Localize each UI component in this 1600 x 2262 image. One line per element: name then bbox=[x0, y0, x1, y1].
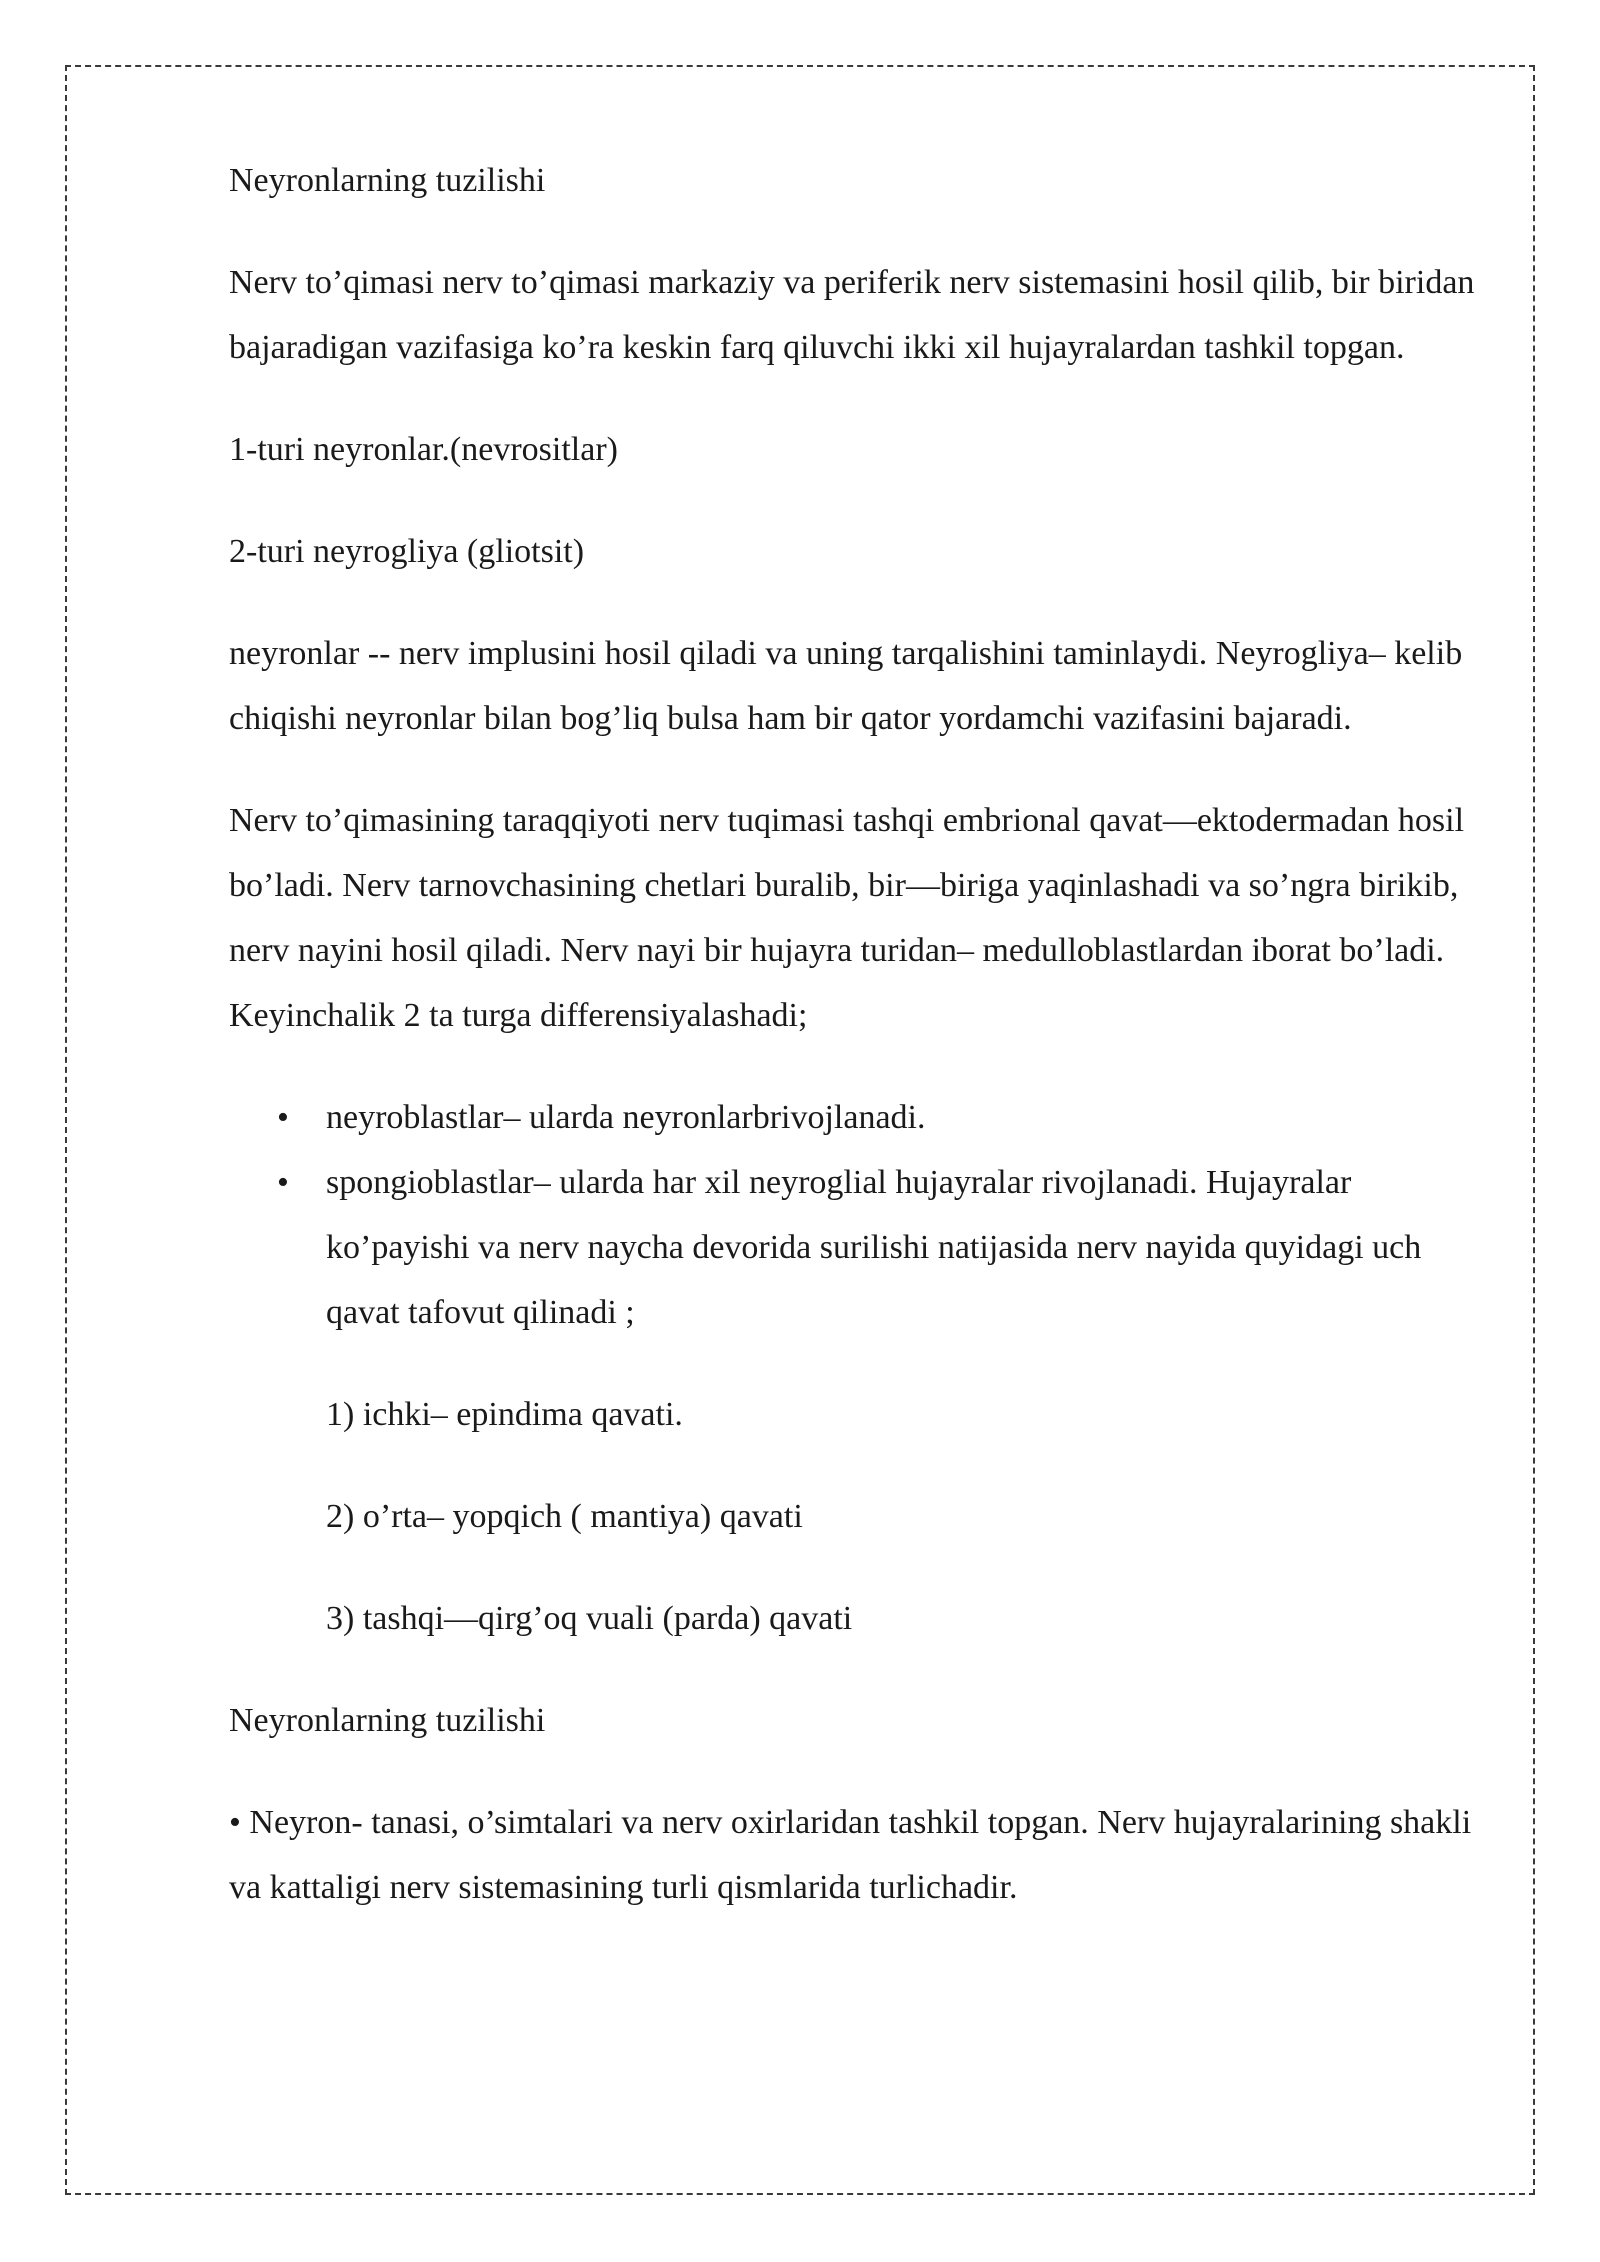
bullet-list bbox=[229, 1085, 1479, 1345]
section-heading: Neyronlarning tuzilishi bbox=[229, 162, 546, 199]
layer-item: 1) ichki– epindima qavati. bbox=[326, 1396, 683, 1433]
paragraph-type-1: 1-turi neyronlar.(nevrositlar) bbox=[229, 431, 618, 468]
list-item bbox=[229, 1085, 1479, 1150]
paragraph-development: Nerv to’qimasining taraqqiyoti nerv tuqimasi tashqi embrional qavat—ektodermadan hosil bo’ladi. Nerv tarnovchasining chetlari buralib, bir—biriga yaqinlashadi va so’ngra birikib, nerv nayini hosil qiladi. Nerv nayi bir hujayra turidan– medulloblastlardan iborat bo’ladi. Keyinchalik 2 ta turga differensiyalashadi; bbox=[229, 802, 1465, 1034]
list-item-text: spongioblastlar– ularda har xil neyroglial hujayralar rivojlanadi. Hujayralar ko’payishi va nerv naycha devorida surilishi natijasida nerv nayida quyidagi uch qavat tafovut qilinadi ; bbox=[326, 1164, 1422, 1331]
list-item-text: neyroblastlar– ularda neyronlarbrivojlanadi. bbox=[326, 1099, 926, 1136]
paragraph-type-2: 2-turi neyrogliya (gliotsit) bbox=[229, 533, 585, 570]
paragraph-functions: neyronlar -- nerv implusini hosil qiladi va uning tarqalishini taminlaydi. Neyrogliya– kelib chiqishi neyronlar bilan bog’liq bulsa ham bir qator yordamchi vazifasini bajaradi. bbox=[229, 635, 1463, 737]
document-body bbox=[229, 148, 1479, 1957]
layer-item: 3) tashqi—qirg’oq vuali (parda) qavati bbox=[326, 1600, 853, 1637]
paragraph-neuron-structure: • Neyron- tanasi, o’simtalari va nerv oxirlaridan tashkil topgan. Nerv hujayralarining shakli va kattaligi nerv sistemasining turli qismlarida turlichadir. bbox=[229, 1804, 1472, 1906]
list-item bbox=[229, 1150, 1479, 1345]
layer-item: 2) o’rta– yopqich ( mantiya) qavati bbox=[326, 1498, 803, 1535]
bullet-marker: • bbox=[277, 1099, 289, 1136]
section-heading: Neyronlarning tuzilishi bbox=[229, 1702, 546, 1739]
bullet-marker: • bbox=[277, 1164, 289, 1201]
paragraph-intro: Nerv to’qimasi nerv to’qimasi markaziy va periferik nerv sistemasini hosil qilib, bir biridan bajaradigan vazifasiga ko’ra keskin farq qiluvchi ikki xil hujayralardan tashkil topgan. bbox=[229, 264, 1475, 366]
